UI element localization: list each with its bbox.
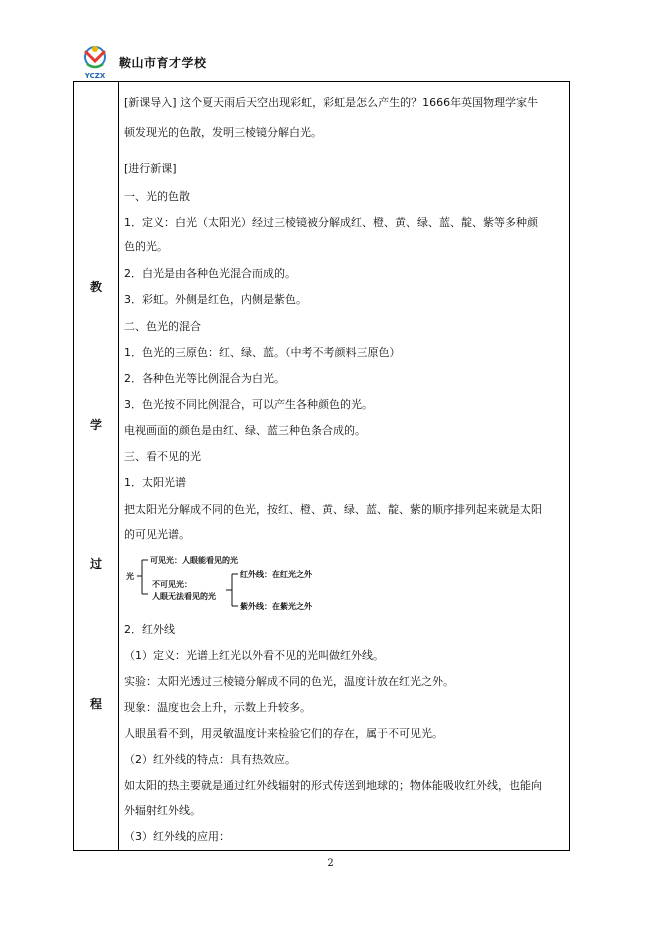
list-item: 1．色光的三原色：红、绿、蓝。（中考不考颜料三原色） [124,346,401,359]
list-item: 色的光。 [124,240,168,253]
diagram-ir-label: 红外线：在红光之外 [240,570,312,579]
side-label-char: 学 [89,418,102,432]
diagram-uv-label: 紫外线：在紫光之外 [240,602,312,611]
paragraph-line: 的可见光谱。 [124,528,190,541]
diagram-invisible-desc: 人眼无法看见的光 [152,592,216,601]
side-label-char: 过 [89,557,102,571]
list-item: 3．彩虹。外侧是红色，内侧是紫色。 [124,293,307,306]
new-lesson-label: [进行新课] [124,162,177,175]
side-label-char: 教 [89,280,102,294]
diagram-visible-label: 可见光：人眼能看见的光 [150,556,238,565]
paragraph-line: 如太阳的热主要就是通过红外线辐射的形式传送到地球的；物体能吸收红外线，也能向 [124,779,542,792]
section-title: 一、光的色散 [124,190,190,203]
diagram-invisible-label: 不可见光： [152,580,192,589]
side-label-char: 程 [89,697,102,711]
school-logo [78,44,112,80]
paragraph-line: （2）红外线的特点：具有热效应。 [124,753,296,766]
section-title: 二、色光的混合 [124,320,201,333]
section-title: 三、看不见的光 [124,450,201,463]
diagram-root-label: 光 [126,572,134,581]
logo-text: YCZX [84,72,106,80]
paragraph-line: （1）定义：光谱上红光以外看不见的光叫做红外线。 [124,649,384,662]
list-item: 2．白光是由各种色光混合而成的。 [124,267,296,280]
light-classification-diagram [126,550,366,614]
paragraph-line: （3）红外线的应用： [124,830,230,843]
note-line: 电视画面的颜色是由红、绿、蓝三种色条合成的。 [124,424,366,437]
column-divider [118,82,119,850]
page-number: 2 [327,858,334,869]
list-item: 2．各种色光等比例混合为白光。 [124,372,285,385]
paragraph-line: 实验：太阳光透过三棱镜分解成不同的色光，温度计放在红光之外。 [124,675,454,688]
bracket-invisible [226,574,238,606]
paragraph-line: 人眼虽看不到，用灵敏温度计来检验它们的存在，属于不可见光。 [124,727,443,740]
paragraph-line: 现象：温度也会上升，示数上升较多。 [124,701,311,714]
list-item: 1．太阳光谱 [124,476,186,489]
paragraph-line: 外辐射红外线。 [124,804,201,817]
bracket-main [137,560,148,594]
list-item: 1．定义：白光（太阳光）经过三棱镜被分解成红、橙、黄、绿、蓝、靛、紫等多种颜 [124,216,538,229]
paragraph-line: 把太阳光分解成不同的色光，按红、橙、黄、绿、蓝、靛、紫的顺序排列起来就是太阳 [124,503,542,516]
list-item: 2．红外线 [124,623,175,636]
intro-line: 顿发现光的色散，发明三棱镜分解白光。 [124,126,322,139]
school-name: 鞍山市育才学校 [119,56,207,70]
page-header [78,44,578,80]
intro-line: [新课导入] 这个夏天雨后天空出现彩虹，彩虹是怎么产生的？1666年英国物理学家牛 [124,96,539,109]
list-item: 3．色光按不同比例混合，可以产生各种颜色的光。 [124,398,373,411]
